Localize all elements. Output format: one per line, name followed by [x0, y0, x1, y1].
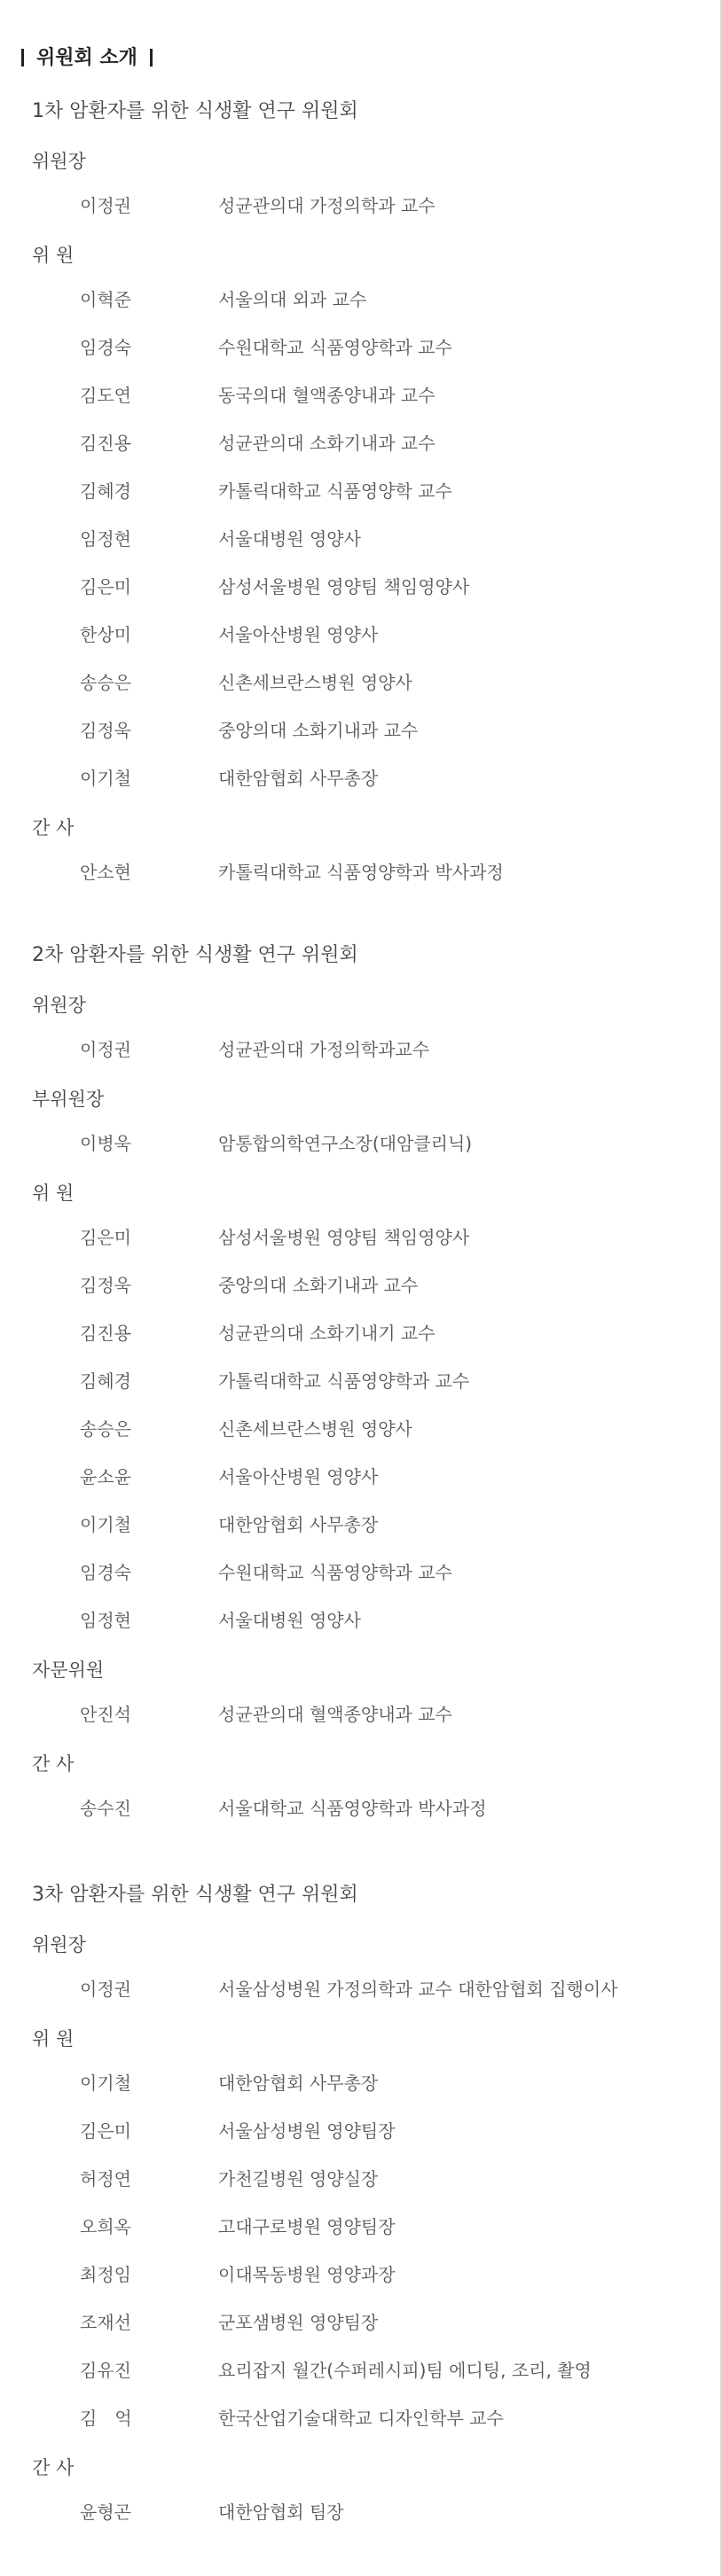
member-row: [0, 2067, 710, 2099]
member-affiliation: 카톨릭대학교 식품영양학 교수: [218, 480, 452, 502]
member-affiliation: 가톨릭대학교 식품영양학과 교수: [218, 1370, 470, 1392]
member-name: 이정권: [80, 1039, 131, 1060]
member-row: [0, 1269, 710, 1301]
role-label: 위 원: [32, 2028, 75, 2049]
title-bar-right: [150, 49, 153, 66]
member-row: [0, 379, 710, 411]
member-affiliation: 수원대학교 식품영양학과 교수: [218, 1562, 452, 1583]
member-name: 송승은: [80, 1418, 131, 1440]
member-name: 이기철: [80, 768, 131, 789]
page-title: [21, 41, 153, 76]
role-label: 간 사: [32, 1753, 75, 1775]
member-row: [0, 2211, 710, 2243]
member-affiliation: 서울의대 외과 교수: [218, 289, 367, 310]
member-affiliation: 서울대학교 식품영양학과 박사과정: [218, 1798, 487, 1819]
member-name: 김은미: [80, 576, 131, 597]
member-affiliation: 가천길병원 영양실장: [218, 2168, 379, 2190]
member-row: [0, 284, 710, 316]
member-affiliation: 대한암협회 팀장: [218, 2502, 344, 2523]
member-affiliation: 서울대병원 영양사: [218, 528, 361, 550]
page-title-text: 위원회 소개: [36, 47, 137, 69]
role-label: 간 사: [32, 817, 75, 839]
member-name: 김정욱: [80, 720, 131, 741]
member-affiliation: 서울아산병원 영양사: [218, 624, 379, 645]
member-affiliation: 한국산업기술대학교 디자인학부 교수: [218, 2408, 504, 2429]
member-name: 임정현: [80, 528, 131, 550]
member-affiliation: 서울삼성병원 영양팀장: [218, 2120, 396, 2142]
member-row: [0, 1792, 710, 1824]
member-row: [0, 1222, 710, 1253]
member-affiliation: 암통합의학연구소장(대암클리닉): [218, 1133, 473, 1154]
member-affiliation: 서울대병원 영양사: [218, 1610, 361, 1631]
role-label: 위 원: [32, 1183, 75, 1204]
member-row: [0, 2163, 710, 2195]
member-name: 오희옥: [80, 2216, 131, 2237]
member-name: 최정임: [80, 2264, 131, 2285]
member-affiliation: 삼성서울병원 영양팀 책임영양사: [218, 576, 470, 597]
member-name: 김 억: [80, 2408, 132, 2429]
member-name: 김진용: [80, 433, 131, 454]
member-affiliation: 성균관의대 가정의학과교수: [218, 1039, 430, 1060]
role-label: 위원장: [32, 1934, 86, 1955]
member-name: 김혜경: [80, 1370, 131, 1392]
member-name: 이병욱: [80, 1133, 131, 1154]
member-affiliation: 요리잡지 월간(수퍼레시피)팀 에디팅, 조리, 촬영: [218, 2360, 592, 2381]
member-name: 송수진: [80, 1798, 131, 1819]
member-name: 이기철: [80, 2073, 131, 2094]
member-affiliation: 성균관의대 소화기내기 교수: [218, 1323, 436, 1344]
member-affiliation: 카톨릭대학교 식품영양학과 박사과정: [218, 862, 504, 883]
member-row: [0, 856, 710, 888]
member-row: [0, 667, 710, 699]
title-bar-left: [21, 49, 24, 66]
member-row: [0, 1317, 710, 1349]
member-row: [0, 475, 710, 507]
role-label: 부위원장: [32, 1089, 105, 1110]
member-row: [0, 1461, 710, 1493]
member-name: 김유진: [80, 2360, 131, 2381]
committee-title: 3차 암환자를 위한 식생활 연구 위원회: [32, 1884, 358, 1906]
member-name: 김진용: [80, 1323, 131, 1344]
member-affiliation: 성균관의대 가정의학과 교수: [218, 195, 436, 216]
member-row: [0, 427, 710, 459]
member-row: [0, 2496, 710, 2528]
member-affiliation: 군포샘병원 영양팀장: [218, 2312, 379, 2333]
member-name: 김정욱: [80, 1275, 131, 1296]
role-label: 위원장: [32, 151, 86, 172]
member-name: 안소현: [80, 862, 131, 883]
member-name: 송승은: [80, 672, 131, 693]
member-name: 허정연: [80, 2168, 131, 2190]
member-row: [0, 1034, 710, 1066]
member-affiliation: 서울아산병원 영양사: [218, 1466, 379, 1487]
member-affiliation: 중앙의대 소화기내과 교수: [218, 1275, 419, 1296]
member-affiliation: 대한암협회 사무총장: [218, 2073, 379, 2094]
member-affiliation: 수원대학교 식품영양학과 교수: [218, 337, 452, 358]
member-name: 이정권: [80, 1979, 131, 2000]
member-row: [0, 332, 710, 363]
member-row: [0, 1509, 710, 1541]
member-row: [0, 2354, 710, 2386]
member-row: [0, 1413, 710, 1445]
member-row: [0, 1973, 710, 2005]
member-row: [0, 1128, 710, 1159]
member-row: [0, 2307, 710, 2338]
member-row: [0, 1604, 710, 1636]
member-name: 김혜경: [80, 480, 131, 502]
member-row: [0, 190, 710, 222]
member-row: [0, 571, 710, 603]
member-row: [0, 1698, 710, 1730]
role-label: 위원장: [32, 995, 86, 1016]
member-row: [0, 523, 710, 555]
member-row: [0, 619, 710, 651]
member-name: 김도연: [80, 385, 131, 406]
member-affiliation: 성균관의대 혈액종양내과 교수: [218, 1704, 452, 1725]
member-affiliation: 중앙의대 소화기내과 교수: [218, 720, 419, 741]
member-name: 김은미: [80, 2120, 131, 2142]
member-name: 조재선: [80, 2312, 131, 2333]
member-affiliation: 신촌세브란스병원 영양사: [218, 672, 412, 693]
member-row: [0, 762, 710, 794]
member-name: 이정권: [80, 195, 131, 216]
member-name: 한상미: [80, 624, 131, 645]
member-affiliation: 서울삼성병원 가정의학과 교수 대한암협회 집행이사: [218, 1979, 618, 2000]
role-label: 간 사: [32, 2457, 75, 2478]
member-row: [0, 2402, 710, 2434]
member-name: 윤소윤: [80, 1466, 131, 1487]
member-name: 임경숙: [80, 337, 131, 358]
member-row: [0, 714, 710, 746]
member-row: [0, 1365, 710, 1397]
member-name: 이기철: [80, 1514, 131, 1535]
committee-title: 1차 암환자를 위한 식생활 연구 위원회: [32, 100, 358, 122]
committee-title: 2차 암환자를 위한 식생활 연구 위원회: [32, 944, 358, 966]
member-name: 이혁준: [80, 289, 131, 310]
member-name: 안진석: [80, 1704, 131, 1725]
member-row: [0, 2115, 710, 2147]
role-label: 위 원: [32, 245, 75, 266]
member-affiliation: 신촌세브란스병원 영양사: [218, 1418, 412, 1440]
member-affiliation: 대한암협회 사무총장: [218, 1514, 379, 1535]
member-row: [0, 2259, 710, 2291]
member-name: 임정현: [80, 1610, 131, 1631]
member-name: 윤형곤: [80, 2502, 131, 2523]
member-affiliation: 삼성서울병원 영양팀 책임영양사: [218, 1227, 470, 1248]
role-label: 자문위원: [32, 1659, 105, 1681]
member-row: [0, 1557, 710, 1589]
member-affiliation: 동국의대 혈액종양내과 교수: [218, 385, 436, 406]
member-name: 김은미: [80, 1227, 131, 1248]
member-affiliation: 성균관의대 소화기내과 교수: [218, 433, 436, 454]
member-name: 임경숙: [80, 1562, 131, 1583]
member-affiliation: 고대구로병원 영양팀장: [218, 2216, 396, 2237]
member-affiliation: 이대목동병원 영양과장: [218, 2264, 396, 2285]
member-affiliation: 대한암협회 사무총장: [218, 768, 379, 789]
